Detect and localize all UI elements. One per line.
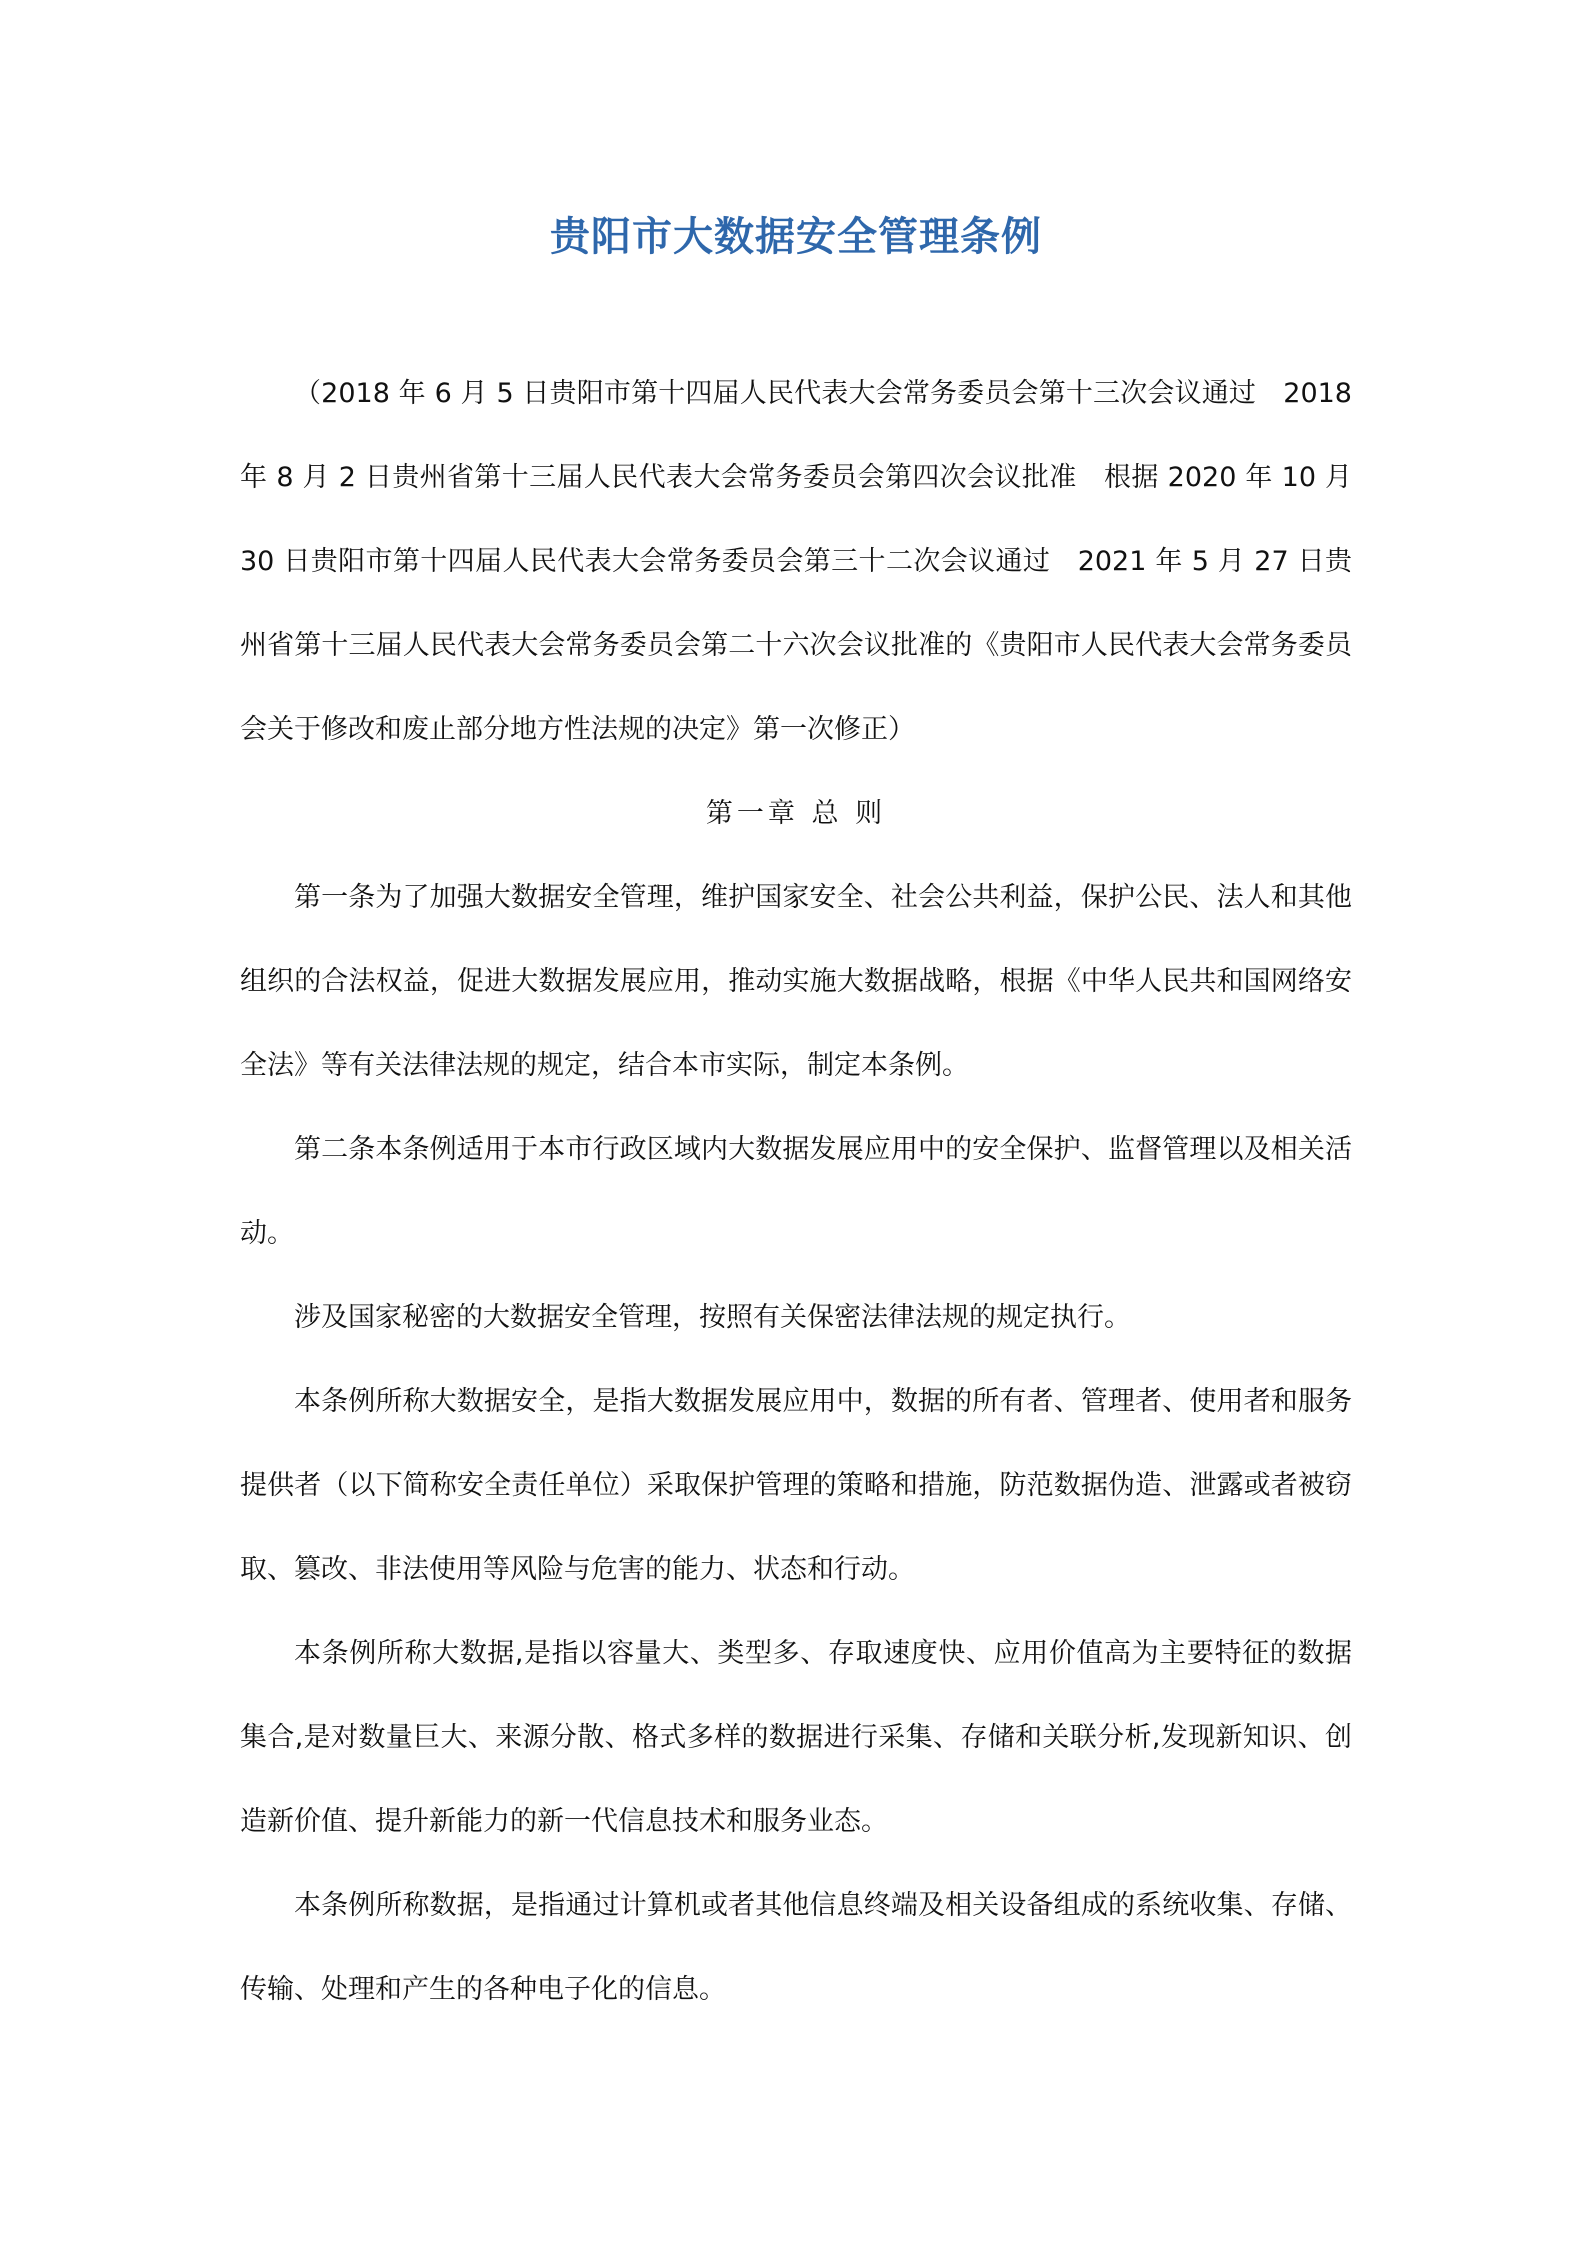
document-title: 贵阳市大数据安全管理条例 (550, 214, 1042, 260)
paragraph-data-definition: 本条例所称数据，是指通过计算机或者其他信息终端及相关设备组成的系统收集、存储、传输、处理和产生的各种电子化的信息。 (240, 1890, 1352, 2005)
article-1: 第一条为了加强大数据安全管理，维护国家安全、社会公共利益，保护公民、法人和其他组织的合法权益，促进大数据发展应用，推动实施大数据战略，根据《中华人民共和国网络安全法》等有关法律法规的规定，结合本市实际，制定本条例。 (240, 882, 1352, 1081)
article-2: 第二条本条例适用于本市行政区域内大数据发展应用中的安全保护、监督管理以及相关活动。 (240, 1134, 1352, 1249)
paragraph-big-data-definition: 本条例所称大数据,是指以容量大、类型多、存取速度快、应用价值高为主要特征的数据集合,是对数量巨大、来源分散、格式多样的数据进行采集、存储和关联分析,发现新知识、创造新价值、提升新能力的新一代信息技术和服务业态。 (240, 1638, 1352, 1837)
document-body (240, 352, 1352, 2032)
paragraph-big-data-security-definition: 本条例所称大数据安全，是指大数据发展应用中，数据的所有者、管理者、使用者和服务提供者（以下简称安全责任单位）采取保护管理的策略和措施，防范数据伪造、泄露或者被窃取、篡改、非法使用等风险与危害的能力、状态和行动。 (240, 1386, 1352, 1585)
preamble: （2018 年 6 月 5 日贵阳市第十四届人民代表大会常务委员会第十三次会议通过 2018 年 8 月 2 日贵州省第十三届人民代表大会常务委员会第四次会议批准 根据 2020 年 10 月 30 日贵阳市第十四届人民代表大会常务委员会第三十二次会议通过 2021 年 5 月 27 日贵州省第十三届人民代表大会常务委员会第二十六次会议批准的《贵阳市人民代表大会常务委员会关于修改和废止部分地方性法规的决定》第一次修正） (240, 378, 1352, 745)
paragraph-state-secrets: 涉及国家秘密的大数据安全管理，按照有关保密法律法规的规定执行。 (294, 1302, 1131, 1333)
chapter-heading: 第一章 总 则 (705, 798, 887, 829)
